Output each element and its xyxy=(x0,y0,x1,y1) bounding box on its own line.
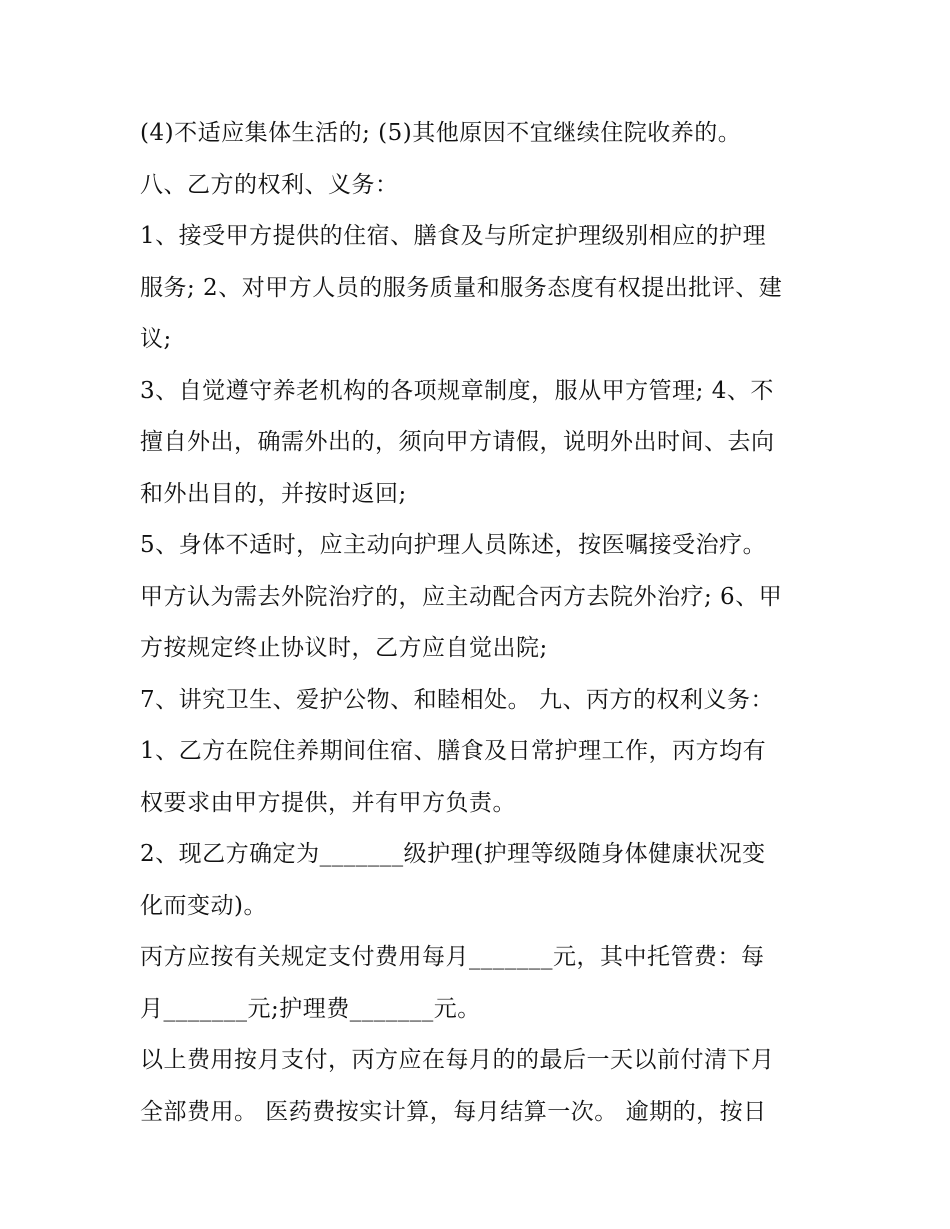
text-line: 2、现乙方确定为_______级护理(护理等级随身体健康状况变 xyxy=(140,841,766,867)
text-line: (4)不适应集体生活的; (5)其他原因不宜继续住院收养的。 xyxy=(140,120,742,146)
text-line: 权要求由甲方提供，并有甲方负责。 xyxy=(140,789,516,816)
text-line: 方按规定终止协议时，乙方应自觉出院; xyxy=(140,635,548,661)
text-line: 全部费用。 医药费按实计算，每月结算一次。 逾期的，按日 xyxy=(140,1098,767,1125)
text-line: 丙方应按有关规定支付费用每月_______元，其中托管费：每 xyxy=(140,944,765,970)
text-line: 以上费用按月支付，丙方应在每月的的最后一天以前付清下月 xyxy=(140,1047,775,1073)
text-line: 擅自外出，确需外出的，须向甲方请假，说明外出时间、去向 xyxy=(140,429,775,455)
document-body xyxy=(140,108,820,1138)
text-line: 7、讲究卫生、爱护公物、和睦相处。 九、丙方的权利义务： xyxy=(140,686,774,713)
text-line: 甲方认为需去外院治疗的，应主动配合丙方去院外治疗; 6、甲 xyxy=(140,583,783,610)
text-line: 月_______元;护理费_______元。 xyxy=(140,995,481,1022)
section-heading: 八、乙方的权利、义务： xyxy=(140,171,399,198)
text-line: 化而变动)。 xyxy=(140,892,267,919)
text-line: 服务; 2、对甲方人员的服务质量和服务态度有权提出批评、建 xyxy=(140,274,783,301)
text-line: 5、身体不适时，应主动向护理人员陈述，按医嘱接受治疗。 xyxy=(140,532,767,558)
text-line: 1、乙方在院住养期间住宿、膳食及日常护理工作，丙方均有 xyxy=(140,738,767,764)
text-line: 议; xyxy=(140,326,172,352)
text-line: 和外出目的，并按时返回; xyxy=(140,480,407,507)
text-line: 3、自觉遵守养老机构的各项规章制度，服从甲方管理; 4、不 xyxy=(140,377,774,404)
text-line: 1、接受甲方提供的住宿、膳食及与所定护理级别相应的护理 xyxy=(140,223,767,249)
